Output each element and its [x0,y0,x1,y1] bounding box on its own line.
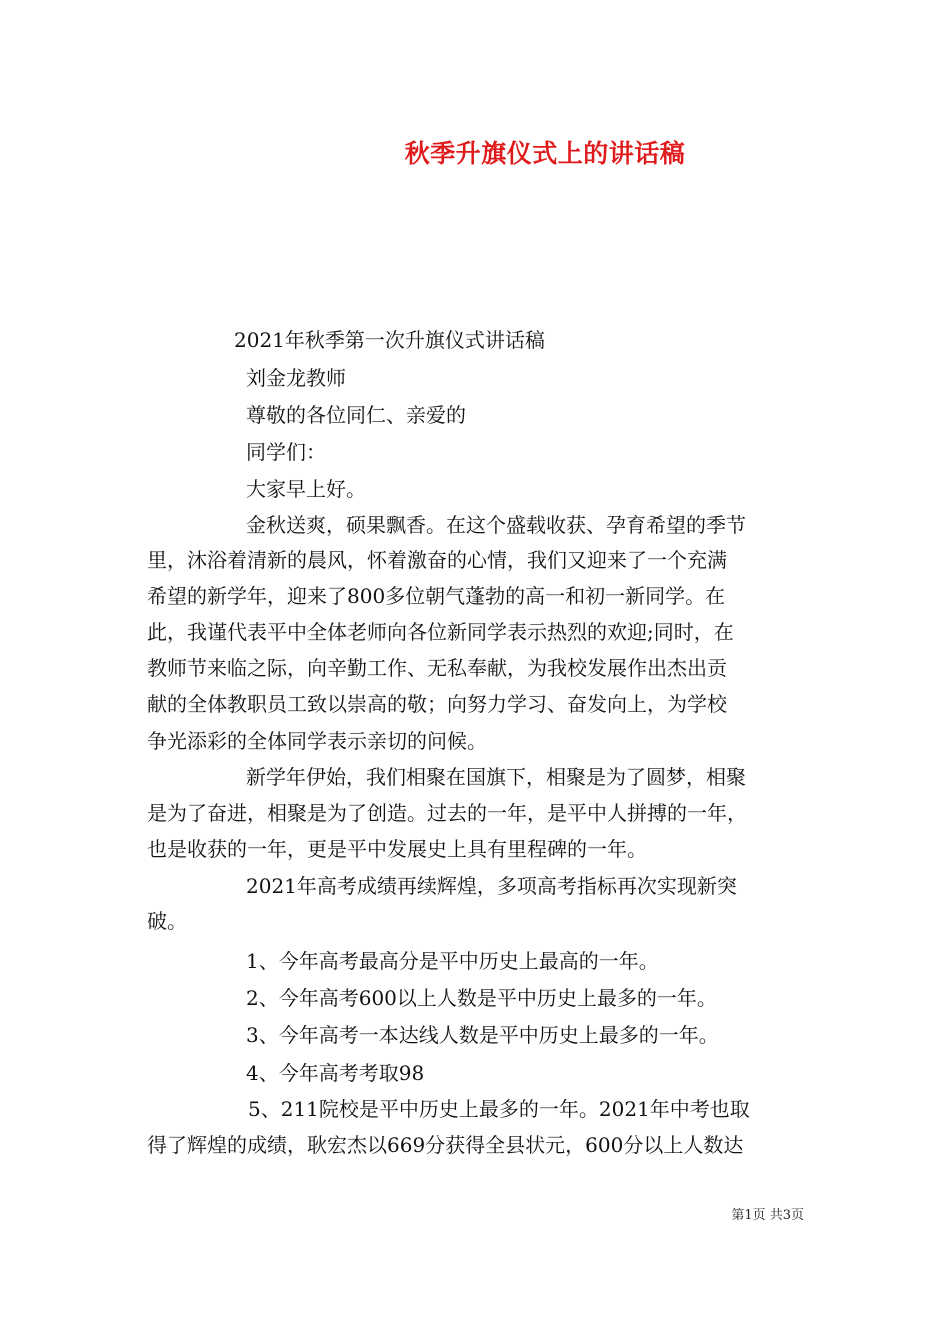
body-line: 献的全体教职员工致以崇高的敬；向努力学习、奋发向上，为学校 [147,692,727,716]
body-line: 2、今年高考600以上人数是平中历史上最多的一年。 [246,986,717,1010]
body-line: 刘金龙教师 [246,366,346,390]
body-line: 3、今年高考一本达线人数是平中历史上最多的一年。 [246,1023,719,1047]
body-line: 得了辉煌的成绩，耿宏杰以669分获得全县状元，600分以上人数达 [147,1133,744,1157]
body-line: 4、今年高考考取98 [246,1061,425,1085]
body-line: 同学们： [246,440,326,464]
body-line: 新学年伊始，我们相聚在国旗下，相聚是为了圆梦，相聚 [246,765,746,789]
body-line: 2021年秋季第一次升旗仪式讲话稿 [234,328,545,352]
page-number: 第1页 共3页 [731,1208,804,1223]
body-line: 是为了奋进，相聚是为了创造。过去的一年，是平中人拼搏的一年， [147,801,747,825]
body-line: 教师节来临之际，向辛勤工作、无私奉献，为我校发展作出杰出贡 [147,656,727,680]
body-line: 也是收获的一年，更是平中发展史上具有里程碑的一年。 [147,837,647,861]
body-line: 希望的新学年，迎来了800多位朝气蓬勃的高一和初一新同学。在 [147,584,726,608]
body-line: 里，沐浴着清新的晨风，怀着激奋的心情，我们又迎来了一个充满 [147,548,727,572]
body-line: 争光添彩的全体同学表示亲切的问候。 [147,729,487,753]
body-line: 5、211院校是平中历史上最多的一年。2021年中考也取 [248,1097,750,1121]
body-line: 此，我谨代表平中全体老师向各位新同学表示热烈的欢迎;同时，在 [147,620,734,644]
body-line: 2021年高考成绩再续辉煌，多项高考指标再次实现新突 [246,874,737,898]
document-title: 秋季升旗仪式上的讲话稿 [404,139,686,168]
body-line: 大家早上好。 [246,477,366,501]
body-line: 尊敬的各位同仁、亲爱的 [246,403,466,427]
body-line: 1、今年高考最高分是平中历史上最高的一年。 [246,949,659,973]
body-line: 金秋送爽，硕果飘香。在这个盛载收获、孕育希望的季节 [246,513,746,537]
body-line: 破。 [147,909,187,933]
